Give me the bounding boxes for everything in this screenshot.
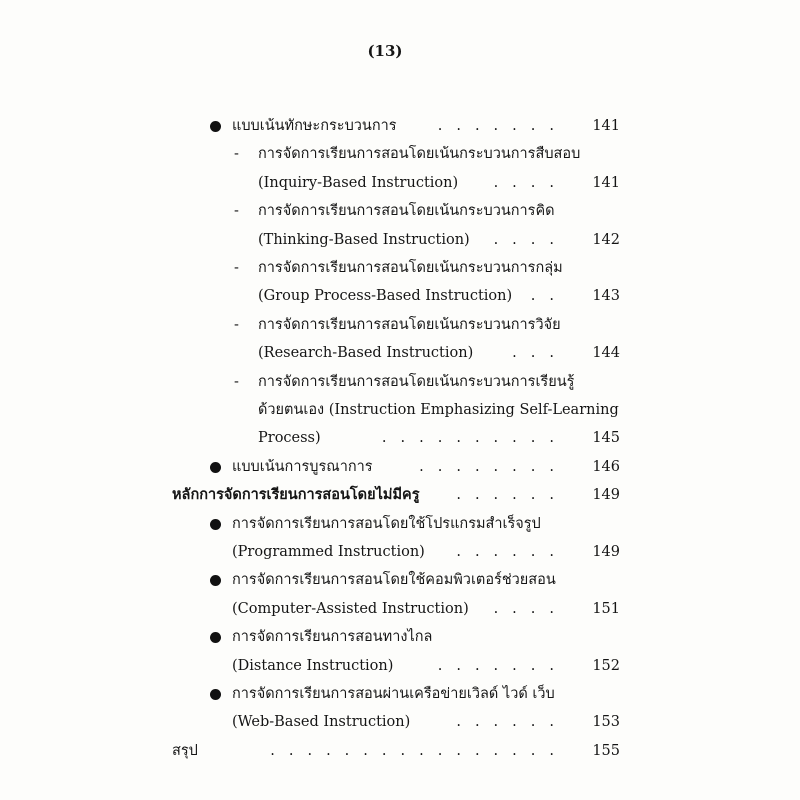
- toc-entry-continuation: [0, 652, 800, 680]
- toc-entry-continuation: [0, 282, 800, 310]
- bullet-dot-icon: [210, 575, 221, 586]
- toc-entry-text: (Web-Based Instruction): [232, 714, 411, 731]
- leader-dots: ......: [456, 544, 568, 560]
- toc-entry-text: (Research-Based Instruction): [258, 345, 474, 362]
- bullet-dot-icon: [210, 462, 221, 473]
- bullet-dash-icon: -: [234, 373, 239, 390]
- leader-dots: ....: [493, 231, 568, 248]
- toc-page-number: 149: [592, 544, 620, 560]
- toc-page-number: 142: [592, 231, 620, 248]
- leader-dots: ................: [270, 742, 568, 759]
- toc-page-number: 149: [592, 487, 620, 504]
- toc-page-number: 151: [592, 600, 620, 617]
- toc-entry-continuation: [0, 339, 800, 367]
- toc-page-number: 143: [592, 288, 620, 305]
- toc-entry-continuation: [0, 424, 800, 452]
- toc-entry-text: (Distance Instruction): [232, 657, 394, 674]
- toc-entry-text: แบบเน้นทักษะกระบวนการ: [232, 118, 397, 134]
- toc-entry-text: การจัดการเรียนการสอนโดยเน้นกระบวนการสืบสอบ: [258, 146, 581, 163]
- toc-entry: [0, 254, 800, 282]
- toc-entry: [0, 112, 800, 140]
- toc-entry-continuation: [0, 595, 800, 623]
- leader-dots: ....: [493, 174, 568, 191]
- toc-entry: [0, 623, 800, 651]
- leader-dots: .......: [437, 118, 568, 134]
- toc-entry-text: การจัดการเรียนการสอนโดยเน้นกระบวนการเรียนรู้: [258, 373, 575, 390]
- bullet-dash-icon: -: [234, 316, 239, 333]
- toc-entry-text: การจัดการเรียนการสอนโดยเน้นกระบวนการคิด: [258, 203, 555, 220]
- toc-entry-text: Process): [258, 430, 321, 447]
- toc-entry-continuation: [0, 396, 800, 424]
- bullet-dash-icon: -: [234, 260, 239, 276]
- leader-dots: ........: [419, 458, 568, 475]
- toc-entry-text: หลักการจัดการเรียนการสอนโดยไม่มีครู: [172, 486, 420, 504]
- toc-page-number: 153: [592, 714, 620, 731]
- toc-page-number: 141: [592, 118, 620, 134]
- toc-entry: [0, 140, 800, 168]
- toc-entry: [0, 737, 800, 765]
- page-number: (13): [367, 42, 403, 60]
- toc-entry-text: แบบเน้นการบูรณาการ: [232, 458, 373, 475]
- toc-page-number: 146: [592, 458, 620, 475]
- bullet-dash-icon: -: [234, 203, 239, 220]
- toc-entry-continuation: [0, 708, 800, 736]
- bullet-dash-icon: -: [234, 146, 239, 163]
- toc-page-number: 152: [592, 657, 620, 674]
- bullet-dot-icon: [210, 632, 221, 643]
- toc-entry-text: (Programmed Instruction): [232, 544, 425, 560]
- toc-entry-text: (Inquiry-Based Instruction): [258, 174, 459, 191]
- leader-dots: ......: [456, 487, 568, 504]
- toc-page-number: 145: [592, 430, 620, 447]
- toc-entry: [0, 680, 800, 708]
- toc-entry-continuation: [0, 226, 800, 254]
- bullet-dot-icon: [210, 689, 221, 700]
- leader-dots: ...: [512, 345, 568, 362]
- toc-entry: [0, 566, 800, 594]
- leader-dots: .......: [437, 657, 568, 674]
- toc-entry-text: การจัดการเรียนการสอนผ่านเครือข่ายเวิลด์ ไวด์ เว็บ: [232, 686, 555, 702]
- toc-entry: [0, 481, 800, 509]
- toc-entry-text: การจัดการเรียนการสอนโดยใช้คอมพิวเตอร์ช่วยสอน: [232, 572, 556, 589]
- toc-entry-continuation: [0, 169, 800, 197]
- toc-page-number: 141: [592, 174, 620, 191]
- toc-entry-text: (Group Process-Based Instruction): [258, 288, 513, 305]
- toc-entry: [0, 368, 800, 396]
- toc-entry: [0, 197, 800, 225]
- toc-entry: [0, 453, 800, 481]
- toc-entry-text: (Computer-Assisted Instruction): [232, 600, 469, 617]
- toc-entry: [0, 510, 800, 538]
- toc-page-number: 155: [592, 742, 620, 759]
- bullet-dot-icon: [210, 519, 221, 530]
- bullet-dot-icon: [210, 121, 221, 132]
- toc-entry-text: สรุป: [172, 742, 198, 759]
- toc-entry-text: การจัดการเรียนการสอนโดยเน้นกระบวนการกลุ่ม: [258, 260, 563, 276]
- leader-dots: ....: [493, 600, 568, 617]
- toc-entry-continuation: [0, 538, 800, 566]
- leader-dots: ......: [456, 714, 568, 731]
- toc-entry-text: การจัดการเรียนการสอนโดยใช้โปรแกรมสำเร็จรูป: [232, 515, 541, 532]
- toc-entry-text: ด้วยตนเอง (Instruction Emphasizing Self-Learning: [258, 402, 619, 418]
- toc-entry-text: การจัดการเรียนการสอนทางไกล: [232, 629, 433, 646]
- toc-entry-text: การจัดการเรียนการสอนโดยเน้นกระบวนการวิจัย: [258, 316, 561, 333]
- leader-dots: ..........: [381, 430, 568, 447]
- toc-page-number: 144: [592, 345, 620, 362]
- toc-entry: [0, 311, 800, 339]
- toc-entry-text: (Thinking-Based Instruction): [258, 231, 470, 248]
- leader-dots: ..: [530, 288, 568, 305]
